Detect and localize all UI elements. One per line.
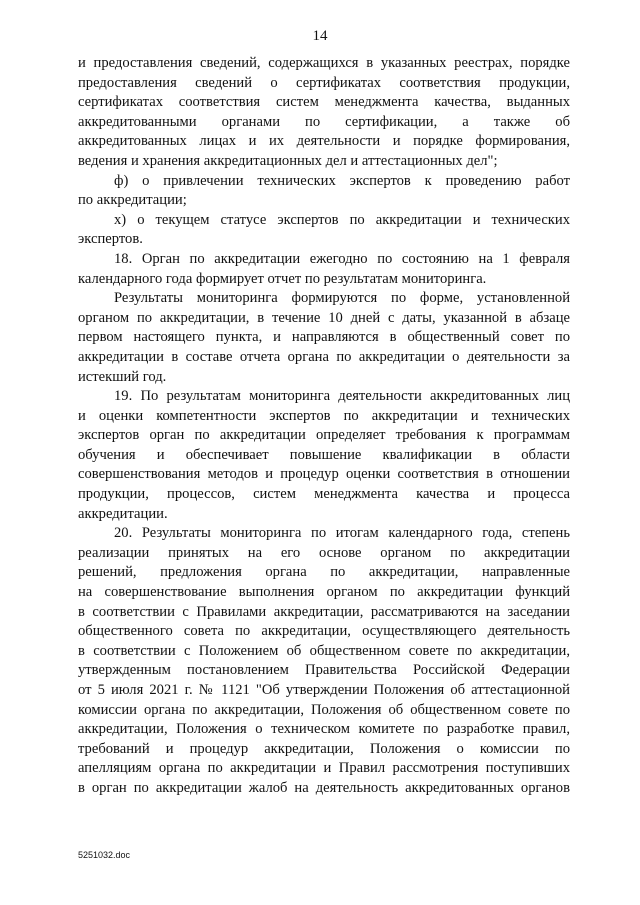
page-number: 14 — [312, 28, 328, 44]
text-line: аккредитации в составе отчета органа по аккредитации о деятельности за — [78, 348, 570, 365]
text-line: аккредитации, Положения о техническом комитете по разработке правил, — [78, 721, 570, 738]
text-line: ф) о привлечении технических экспертов к проведению работ — [114, 172, 570, 189]
text-line: экспертов орган по аккредитации определяет требования к программам — [78, 427, 570, 444]
text-line: 19. По результатам мониторинга деятельности аккредитованных лиц — [114, 388, 570, 405]
text-line: в орган по аккредитации жалоб на деятельность аккредитованных органов — [78, 779, 570, 796]
text-line: апелляциям органа по аккредитации и Правил рассмотрения поступивших — [78, 760, 570, 777]
text-line: сертификатах соответствия систем менеджмента качества, выданных — [78, 94, 570, 111]
text-line: в соответствии с Положением об общественном совете по аккредитации, — [78, 642, 570, 659]
text-line: 18. Орган по аккредитации ежегодно по состоянию на 1 февраля — [114, 250, 570, 267]
text-line: комиссии органа по аккредитации, Положения об общественном совете по — [78, 701, 570, 718]
paragraph-continuation — [78, 54, 570, 172]
paragraph-18 — [78, 250, 570, 289]
text-line: аккредитации. — [78, 505, 168, 522]
paragraph-item-f — [78, 172, 570, 211]
text-line: реализации принятых на его основе органом по аккредитации — [78, 544, 570, 561]
text-line: общественного совета по аккредитации, осуществляющего деятельность — [78, 623, 570, 640]
text-line: аккредитованными органами по сертификации, а также об — [78, 113, 570, 130]
text-line: по аккредитации; — [78, 192, 187, 209]
text-line: календарного года формирует отчет по результатам мониторинга. — [78, 270, 487, 287]
document-file-code: 5251032.doc — [78, 850, 131, 860]
text-line: в соответствии с Правилами аккредитации, рассматриваются на заседании — [78, 603, 570, 620]
text-line: Результаты мониторинга формируются по форме, установленной — [114, 290, 570, 307]
text-line: на совершенствование выполнения органом по аккредитации функций — [78, 584, 570, 601]
text-line: 20. Результаты мониторинга по итогам календарного года, степень — [114, 525, 570, 542]
text-line: экспертов. — [78, 231, 143, 248]
text-line: решений, предложения органа по аккредитации, направленные — [78, 564, 570, 581]
text-line: обучения и обеспечивает повышение квалификации в области — [78, 446, 570, 463]
text-line: и оценки компетентности экспертов по аккредитации и технических — [78, 407, 570, 424]
paragraph-19 — [78, 387, 570, 524]
text-line: и предоставления сведений, содержащихся в указанных реестрах, порядке — [78, 55, 570, 71]
text-line: совершенствования методов и процедур оценки соответствия в отношении — [78, 466, 570, 483]
paragraph-18-results — [78, 289, 570, 387]
text-line: утвержденным постановлением Правительства Российской Федерации — [78, 662, 570, 679]
text-line: ведения и хранения аккредитационных дел и аттестационных дел"; — [78, 152, 498, 169]
text-line: требований и процедур аккредитации, Положения о комиссии по — [78, 740, 570, 757]
text-line: органом по аккредитации, в течение 10 дней с даты, указанной в абзаце — [78, 309, 570, 326]
text-line: продукции, процессов, систем менеджмента качества и процесса — [78, 486, 570, 503]
text-line: аккредитованных лицах и их деятельности и порядке формирования, — [78, 133, 570, 150]
text-line: от 5 июля 2021 г. № 1121 "Об утверждении Положения об аттестационной — [78, 682, 570, 698]
text-line: предоставления сведений о сертификатах соответствия продукции, — [78, 74, 570, 91]
text-line: истекший год. — [78, 368, 167, 385]
text-line: первом настоящего пункта, и направляются в общественный совет по — [78, 329, 570, 346]
text-line: х) о текущем статусе экспертов по аккредитации и технических — [114, 211, 570, 228]
document-body — [78, 54, 570, 799]
paragraph-20 — [78, 524, 570, 798]
paragraph-item-h — [78, 211, 570, 250]
